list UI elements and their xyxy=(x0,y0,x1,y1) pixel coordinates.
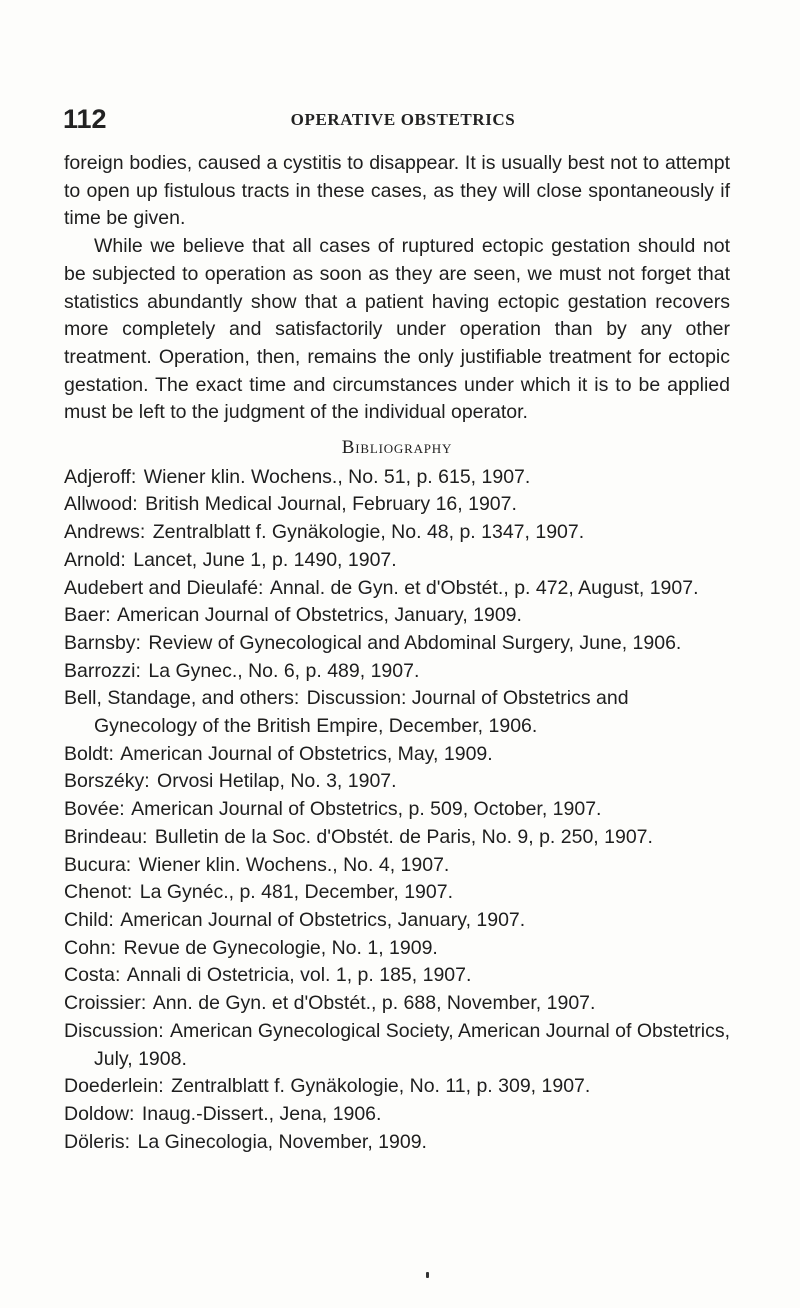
entry-author: Doldow: xyxy=(64,1102,135,1125)
entry-author: Allwood: xyxy=(64,493,138,516)
bibliography-entry xyxy=(64,935,730,963)
entry-text: British Medical Journal, February 16, 1907. xyxy=(145,493,517,516)
bibliography-entry xyxy=(64,879,730,907)
entry-author: Barrozzi: xyxy=(64,659,141,682)
entry-text: American Gynecological Society, American Journal of Obstetrics, July, 1908. xyxy=(94,1019,731,1070)
entry-text: Inaug.-Dissert., Jena, 1906. xyxy=(141,1102,382,1125)
bibliography-entry xyxy=(64,685,730,740)
entry-author: Bucura: xyxy=(64,853,132,876)
entry-text: La Gynec., No. 6, p. 489, 1907. xyxy=(148,659,420,682)
bibliography-entry xyxy=(64,907,730,935)
bibliography-entry xyxy=(64,630,730,658)
entry-text: Lancet, June 1, p. 1490, 1907. xyxy=(133,548,397,571)
bibliography-entry xyxy=(64,464,730,492)
entry-text: American Journal of Obstetrics, p. 509, October, 1907. xyxy=(131,798,602,821)
entry-author: Döleris: xyxy=(64,1130,131,1153)
entry-author: Costa: xyxy=(64,964,121,987)
entry-author: Andrews: xyxy=(64,521,146,544)
bibliography-heading: Bibliography xyxy=(341,437,453,459)
entry-text: Review of Gynecological and Abdominal Surgery, June, 1906. xyxy=(148,631,682,654)
paragraph: While we believe that all cases of ruptured ectopic gestation should not be subjected to operation as soon as they are seen, we must not forget that statistics abundantly show that a patient having ectopic gestation recovers more completely and satisfactorily under operation than by any other treatment. Operation, then, remains the only justifiable treatment for ectopic gestation. The exact time and circumstances under which it is to be applied must be left to the judgment of the individual operator. xyxy=(64,235,730,424)
entry-author: Arnold: xyxy=(64,548,126,571)
entry-text: American Journal of Obstetrics, January, 1909. xyxy=(116,604,522,627)
entry-text: Wiener klin. Wochens., No. 4, 1907. xyxy=(138,853,450,876)
bibliography-entry xyxy=(64,575,730,603)
entry-author: Boldt: xyxy=(64,742,114,765)
entry-author: Child: xyxy=(64,908,114,931)
entry-author: Bell, Standage, and others: xyxy=(64,687,300,710)
bibliography-entry xyxy=(64,1101,730,1129)
bibliography-entry xyxy=(64,1018,730,1073)
entry-text: American Journal of Obstetrics, January, 1907. xyxy=(120,908,526,931)
entry-text: La Gynéc., p. 481, December, 1907. xyxy=(139,881,454,904)
entry-author: Discussion: xyxy=(64,1019,164,1042)
bibliography-entry xyxy=(64,962,730,990)
entry-author: Adjeroff: xyxy=(64,465,137,488)
entry-author: Doederlein: xyxy=(64,1075,164,1098)
paragraph: foreign bodies, caused a cystitis to disappear. It is usually best not to attempt to open up fistulous tracts in these cases, as they will close spontaneously if time be given. xyxy=(64,152,730,230)
page-body xyxy=(64,150,730,1156)
entry-text: Zentralblatt f. Gynäkologie, No. 48, p. 1347, 1907. xyxy=(152,521,585,544)
entry-text: Revue de Gynecologie, No. 1, 1909. xyxy=(123,936,438,959)
running-head: OPERATIVE OBSTETRICS xyxy=(290,110,516,129)
entry-author: Chenot: xyxy=(64,881,133,904)
entry-text: Wiener klin. Wochens., No. 51, p. 615, 1907. xyxy=(143,465,531,488)
entry-author: Bovée: xyxy=(64,798,125,821)
bibliography-entry xyxy=(64,519,730,547)
entry-text: Bulletin de la Soc. d'Obstét. de Paris, No. 9, p. 250, 1907. xyxy=(154,825,653,848)
entry-text: Ann. de Gyn. et d'Obstét., p. 688, November, 1907. xyxy=(152,992,596,1015)
bibliography-entry xyxy=(64,547,730,575)
entry-text: Annal. de Gyn. et d'Obstét., p. 472, August, 1907. xyxy=(269,576,699,599)
entry-text: La Ginecologia, November, 1909. xyxy=(137,1130,427,1153)
entry-author: Cohn: xyxy=(64,936,117,959)
print-speck xyxy=(426,1272,429,1278)
entry-text: American Journal of Obstetrics, May, 1909. xyxy=(120,742,493,765)
entry-text: Zentralblatt f. Gynäkologie, No. 11, p. 309, 1907. xyxy=(171,1075,591,1098)
entry-text: Orvosi Hetilap, No. 3, 1907. xyxy=(157,770,397,793)
bibliography-entry xyxy=(64,491,730,519)
bibliography-entry xyxy=(64,602,730,630)
entry-text: Discussion: Journal of Obstetrics and Gynecology of the British Empire, December, 1906. xyxy=(94,687,629,738)
page-header xyxy=(63,104,743,136)
bibliography-list xyxy=(64,464,730,1157)
entry-author: Barnsby: xyxy=(64,631,141,654)
bibliography-entry xyxy=(64,741,730,769)
bibliography-entry xyxy=(64,1129,730,1157)
entry-author: Brindeau: xyxy=(64,825,148,848)
entry-author: Audebert and Dieulafé: xyxy=(64,576,264,599)
entry-author: Baer: xyxy=(64,604,111,627)
bibliography-entry xyxy=(64,852,730,880)
bibliography-entry xyxy=(64,768,730,796)
entry-author: Borszéky: xyxy=(64,770,150,793)
bibliography-entry xyxy=(64,1073,730,1101)
bibliography-entry xyxy=(64,824,730,852)
bibliography-entry xyxy=(64,990,730,1018)
entry-text: Annali di Ostetricia, vol. 1, p. 185, 1907. xyxy=(126,964,472,987)
bibliography-entry xyxy=(64,796,730,824)
page-number: 112 xyxy=(63,104,107,134)
entry-author: Croissier: xyxy=(64,992,147,1015)
bibliography-entry xyxy=(64,658,730,686)
